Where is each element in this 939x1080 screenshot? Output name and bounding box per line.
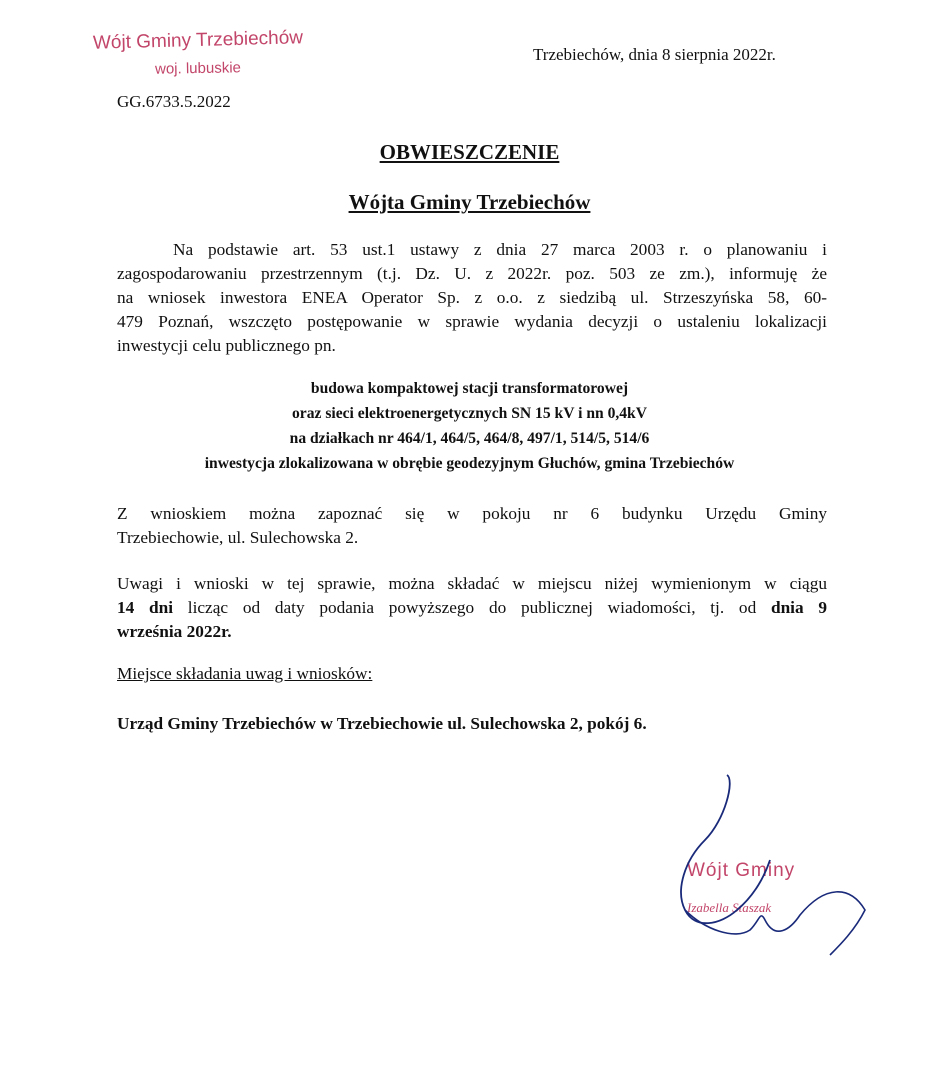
- document-subtitle: Wójta Gminy Trzebiechów: [348, 190, 591, 214]
- project-description: [0, 376, 939, 476]
- remarks-paragraph: [117, 572, 827, 644]
- document-date: Trzebiechów, dnia 8 sierpnia 2022r.: [533, 45, 776, 64]
- remarks-text: licząc od daty podania powyższego do publicznej wiadomości, tj. od: [173, 598, 771, 617]
- project-line: oraz sieci elektroenergetycznych SN 15 kV i nn 0,4kV: [291, 405, 647, 422]
- intro-line: Na podstawie art. 53 ust.1 ustawy z dnia 27 marca 2003 r. o planowaniu i: [173, 240, 827, 259]
- intro-paragraph: [117, 238, 827, 358]
- signature-stamp: Wójt Gminy: [687, 860, 796, 881]
- signature-block: [665, 760, 885, 960]
- inspection-line: Trzebiechowie, ul. Sulechowska 2.: [117, 528, 359, 547]
- submission-place: Urząd Gminy Trzebiechów w Trzebiechowie ul. Sulechowska 2, pokój 6.: [117, 714, 647, 733]
- remarks-line: Uwagi i wnioski w tej sprawie, można składać w miejscu niżej wymienionym w ciągu: [117, 574, 827, 593]
- office-stamp: [88, 27, 308, 78]
- intro-line: 479 Poznań, wszczęto postępowanie w sprawie wydania decyzji o ustaleniu lokalizacji: [117, 312, 827, 331]
- signature-name: Izabella Staszak: [687, 900, 772, 915]
- project-line: inwestycja zlokalizowana w obrębie geodezyjnym Głuchów, gmina Trzebiechów: [204, 455, 735, 472]
- project-line: na działkach nr 464/1, 464/5, 464/8, 497/1, 514/5, 514/6: [289, 430, 650, 447]
- inspection-line: Z wnioskiem można zapoznać się w pokoju nr 6 budynku Urzędu Gminy: [117, 504, 827, 523]
- document-title: OBWIESZCZENIE: [379, 140, 560, 164]
- start-date-part: dnia 9: [770, 598, 827, 617]
- place-heading: Miejsce składania uwag i wniosków:: [117, 664, 373, 683]
- intro-line: na wniosek inwestora ENEA Operator Sp. z o.o. z siedzibą ul. Strzeszyńska 58, 60-: [117, 288, 827, 307]
- handwritten-signature: [665, 760, 885, 960]
- start-date-end: września 2022r.: [117, 622, 232, 641]
- inspection-paragraph: [117, 502, 827, 550]
- project-line: budowa kompaktowej stacji transformatorowej: [310, 380, 629, 397]
- remarks-line: [117, 596, 827, 620]
- stamp-line-1: Wójt Gminy Trzebiechów: [92, 27, 304, 54]
- reference-number: GG.6733.5.2022: [117, 92, 231, 111]
- deadline-days: 14 dni: [117, 598, 174, 617]
- intro-line: inwestycji celu publicznego pn.: [117, 336, 336, 355]
- intro-line: zagospodarowaniu przestrzennym (t.j. Dz. U. z 2022r. poz. 503 ze zm.), informuję że: [117, 264, 827, 283]
- stamp-line-2: woj. lubuskie: [154, 59, 242, 78]
- remarks-line: [117, 620, 827, 644]
